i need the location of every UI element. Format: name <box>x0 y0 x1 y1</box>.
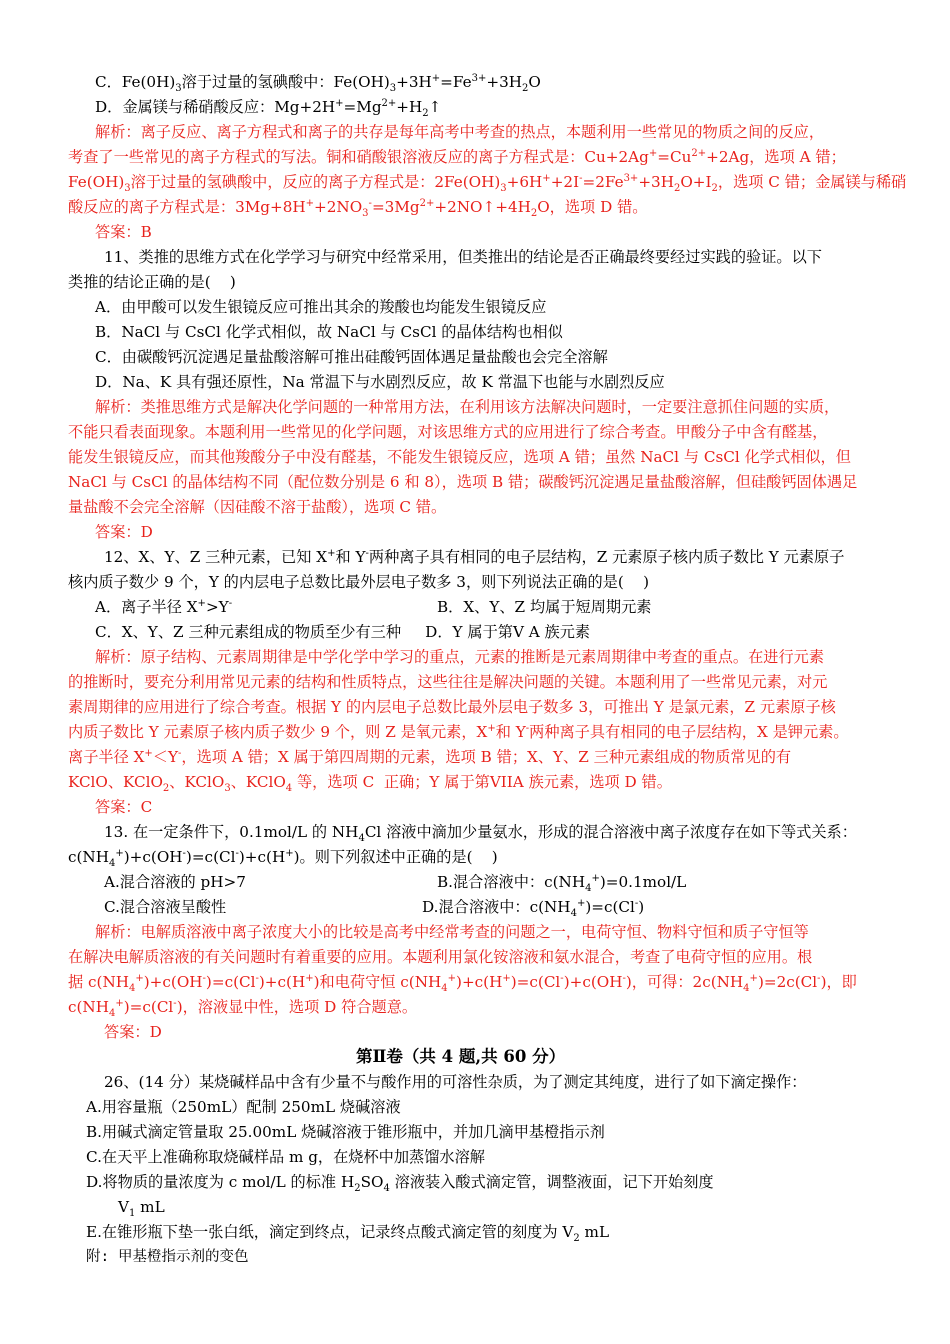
step-c: C.在天平上准确称取烧碱样品 m g，在烧杯中加蒸馏水溶解 <box>86 1148 485 1166</box>
option-c-q13: C.混合溶液呈酸性 <box>104 898 227 916</box>
analysis-q13-line2: 在解决电解质溶液的有关问题时有着重要的应用。本题利用氯化铵溶液和氨水混合，考查了电荷守恒的应用。根 <box>68 948 813 966</box>
analysis-q11-line1: 解析：类推思维方式是解决化学问题的一种常用方法，在利用该方法解决问题时，一定要注意抓住问题的实质， <box>95 398 840 416</box>
option-c-q10: C．$Fe(0H)_3$溶于过量的氢碘酸中：$Fe(OH)_3+3H^+=Fe^{3+}+3H_2O$ <box>95 72 541 95</box>
question-11-line1: 11、类推的思维方式在化学学习与研究中经常采用，但类推出的结论是否正确最终要经过实践的验证。以下 <box>104 248 822 266</box>
option-d-q13: D.混合溶液中：$c(NH_4^+)=c(Cl^-)$ <box>422 897 645 920</box>
analysis-q12-line2: 的推断时，要充分利用常见元素的结构和性质特点，这些往往是解决问题的关键。本题利用了一些常见元素，对元 <box>68 673 828 691</box>
option-a-q13: A.混合溶液的 pH>7 <box>104 873 246 891</box>
step-d-line1: D.将物质的量浓度为 c mol/L 的标准 $H_2SO_4$ 溶液装入酸式滴定管，调整液面，记下开始刻度 <box>86 1173 714 1195</box>
question-12-line1: 12、X、Y、Z 三种元素，已知 X+和 Y-两种离子具有相同的电子层结构，Z 元素原子核内质子数比 Y 元素原子 <box>104 547 845 566</box>
option-d-q11: D．Na、K 具有强还原性，Na 常温下与水剧烈反应，故 K 常温下也能与水剧烈反应 <box>95 373 665 391</box>
option-c-q12: C．X、Y、Z 三种元素组成的物质至少有三种 D．Y 属于第Ⅴ A 族元素 <box>95 623 591 641</box>
question-13-line1: 13. 在一定条件下，0.1mol/L 的 $NH_4Cl$ 溶液中滴加少量氨水，形成的混合溶液中离子浓度存在如下等式关系： <box>104 823 857 845</box>
answer-q12: 答案：C <box>95 798 153 816</box>
step-e: E.在锥形瓶下垫一张白纸，滴定到终点，记录终点酸式滴定管的刻度为 $V_2$ mL <box>86 1223 610 1245</box>
analysis-q12-line1: 解析：原子结构、元素周期律是中学化学中学习的重点，元素的推断是元素周期律中考查的重点。在进行元素 <box>95 648 824 666</box>
question-11-line2: 类推的结论正确的是( ) <box>68 273 236 291</box>
appendix-note: 附: 甲基橙指示剂的变色 <box>86 1249 249 1265</box>
analysis-q11-line5: 量盐酸不会完全溶解（因硅酸不溶于盐酸），选项 C 错。 <box>68 498 447 516</box>
analysis-q10-line1: 解析：离子反应、离子方程式和离子的共存是每年高考中考查的热点，本题利用一些常见的物质之间的反应， <box>95 123 824 141</box>
section-2-title: 第Ⅱ卷（共 4 题,共 60 分） <box>356 1047 566 1066</box>
analysis-q10-line3: $Fe(OH)_3$溶于过量的氢碘酸中，反应的离子方程式是：$2Fe(OH)_3+6H^++2I^-=2Fe^{3+}+3H_2O+I_2$，选项 C 错；金属镁与稀硝 <box>68 172 907 195</box>
option-b-q12: B．X、Y、Z 均属于短周期元素 <box>437 598 652 616</box>
step-a: A.用容量瓶（250mL）配制 250mL 烧碱溶液 <box>86 1098 401 1116</box>
question-13-line2: $c(NH_4^+)+c(OH^-)=c(Cl^-)+c(H^+)$。则下列叙述中正确的是( ) <box>68 847 498 870</box>
analysis-q13-line4: $c(NH_4^+)=c(Cl^-)$，溶液显中性，选项 D 符合题意。 <box>68 997 418 1020</box>
analysis-q10-line4: 酸反应的离子方程式是：$3Mg+8H^++2NO_3^-=3Mg^{2+}+2NO↑+4H_2O$，选项 D 错。 <box>68 197 648 220</box>
answer-q11: 答案：D <box>95 523 153 541</box>
step-b: B.用碱式滴定管量取 25.00mL 烧碱溶液于锥形瓶中，并加几滴甲基橙指示剂 <box>86 1123 605 1141</box>
step-d-line2: $V_1$ mL <box>118 1198 165 1220</box>
analysis-q13-line1: 解析：电解质溶液中离子浓度大小的比较是高考中经常考查的问题之一，电荷守恒、物料守恒和质子守恒等 <box>95 923 809 941</box>
analysis-q12-line4: 内质子数比 Y 元素原子核内质子数少 9 个，则 Z 是氧元素，X+和 Y-两种离子具有相同的电子层结构，X 是钾元素。 <box>68 722 849 741</box>
option-d-q10: D．金属镁与稀硝酸反应：$Mg+2H^+=Mg^{2+}+H_2↑$ <box>95 97 442 120</box>
option-c-q11: C．由碳酸钙沉淀遇足量盐酸溶解可推出硅酸钙固体遇足量盐酸也会完全溶解 <box>95 348 608 366</box>
option-a-q12: A．离子半径 X+>Y- <box>95 597 233 616</box>
analysis-q13-line3: 据 $c(NH_4^+)+c(OH^-)=c(Cl^-)+c(H^+)$和电荷守恒 $c(NH_4^+)+c(H^+)=c(Cl^-)+c(OH^-)$，可得：$2c(NH_4^+)=2c(Cl^-)$，即 <box>68 972 857 995</box>
analysis-q11-line2: 不能只看表面现象。本题利用一些常见的化学问题，对该思维方式的应用进行了综合考查。甲酸分子中含有醛基， <box>68 423 828 441</box>
option-a-q11: A．由甲酸可以发生银镜反应可推出其余的羧酸也均能发生银镜反应 <box>95 298 547 316</box>
question-12-line2: 核内质子数少 9 个，Y 的内层电子总数比最外层电子数多 3，则下列说法正确的是( ) <box>68 573 650 591</box>
analysis-q12-line6: KClO、KClO$_2$、KClO$_3$、KClO$_4$ 等，选项 C 正确；Y 属于第VIIA 族元素，选项 D 错。 <box>68 773 672 795</box>
analysis-q10-line2: 考查了一些常见的离子方程式的写法。铜和硝酸银溶液反应的离子方程式是：$Cu+2Ag^+=Cu^{2+}+2Ag$，选项 A 错； <box>68 147 846 166</box>
analysis-q11-line3: 能发生银镜反应，而其他羧酸分子中没有醛基，不能发生银镜反应，选项 A 错；虽然 NaCl 与 CsCl 化学式相似，但 <box>68 448 851 466</box>
option-b-q11: B．NaCl 与 CsCl 化学式相似，故 NaCl 与 CsCl 的晶体结构也相似 <box>95 323 563 341</box>
answer-q10: 答案：B <box>95 223 152 241</box>
analysis-q12-line5: 离子半径 X+＜Y-，选项 A 错；X 属于第四周期的元素，选项 B 错；X、Y、Z 三种元素组成的物质常见的有 <box>68 747 792 766</box>
analysis-q11-line4: NaCl 与 CsCl 的晶体结构不同（配位数分别是 6 和 8），选项 B 错；碳酸钙沉淀遇足量盐酸溶解，但硅酸钙固体遇足 <box>68 473 858 491</box>
question-26-line1: 26、(14 分）某烧碱样品中含有少量不与酸作用的可溶性杂质，为了测定其纯度，进行了如下滴定操作： <box>104 1073 807 1091</box>
option-b-q13: B.混合溶液中：$c(NH_4^+)=0.1mol/L$ <box>437 872 687 895</box>
analysis-q12-line3: 素周期律的应用进行了综合考查。根据 Y 的内层电子总数比最外层电子数多 3，可推出 Y 是氯元素，Z 元素原子核 <box>68 698 836 716</box>
answer-q13: 答案：D <box>104 1023 162 1041</box>
